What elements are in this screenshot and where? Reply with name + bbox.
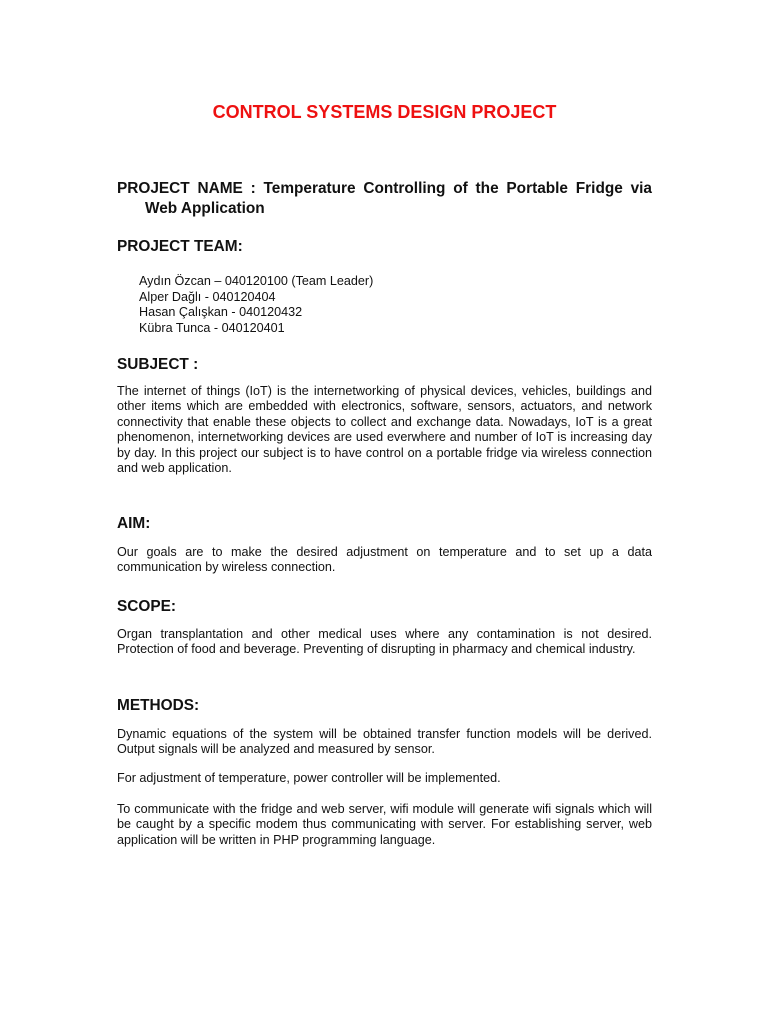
team-member: Hasan Çalışkan - 040120432	[139, 305, 303, 319]
aim-heading: AIM:	[117, 515, 151, 532]
methods-heading: METHODS:	[117, 697, 200, 714]
project-name: PROJECT NAME : Temperature Controlling of the Portable Fridge via Web Application	[117, 180, 652, 217]
subject-heading: SUBJECT :	[117, 356, 199, 373]
methods-paragraph: To communicate with the fridge and web server, wifi module will generate wifi signals which will be caught by a specific modem thus communicating with server. For establishing server, web application will be written in PHP programming language.	[117, 802, 652, 847]
methods-paragraph: For adjustment of temperature, power controller will be implemented.	[117, 771, 501, 785]
team-member: Aydın Özcan – 040120100 (Team Leader)	[139, 274, 374, 288]
team-list	[139, 274, 373, 336]
scope-text: Organ transplantation and other medical uses where any contamination is not desired. Protection of food and beverage. Preventing of disrupting in pharmacy and chemical industry.	[117, 627, 652, 657]
project-team-heading: PROJECT TEAM:	[117, 238, 243, 255]
scope-heading: SCOPE:	[117, 598, 177, 615]
team-member: Alper Dağlı - 040120404	[139, 289, 276, 304]
methods-paragraph: Dynamic equations of the system will be obtained transfer function models will be derived. Output signals will be analyzed and measured by sensor.	[117, 727, 652, 757]
document-title: CONTROL SYSTEMS DESIGN PROJECT	[212, 102, 557, 122]
team-member: Kübra Tunca - 040120401	[139, 320, 285, 335]
subject-text: The internet of things (IoT) is the internetworking of physical devices, vehicles, buildings and other items which are embedded with electronics, software, sensors, actuators, and network connectivity that enable these objects to collect and exchange data. Nowadays, IoT is a great phenomenon, internetworking devices are used everwhere and number of IoT is increasing day by day. In this project our subject is to have control on a portable fridge via wireless connection and web application.	[117, 384, 652, 476]
aim-text: Our goals are to make the desired adjustment on temperature and to set up a data communication by wireless connection.	[117, 545, 652, 575]
